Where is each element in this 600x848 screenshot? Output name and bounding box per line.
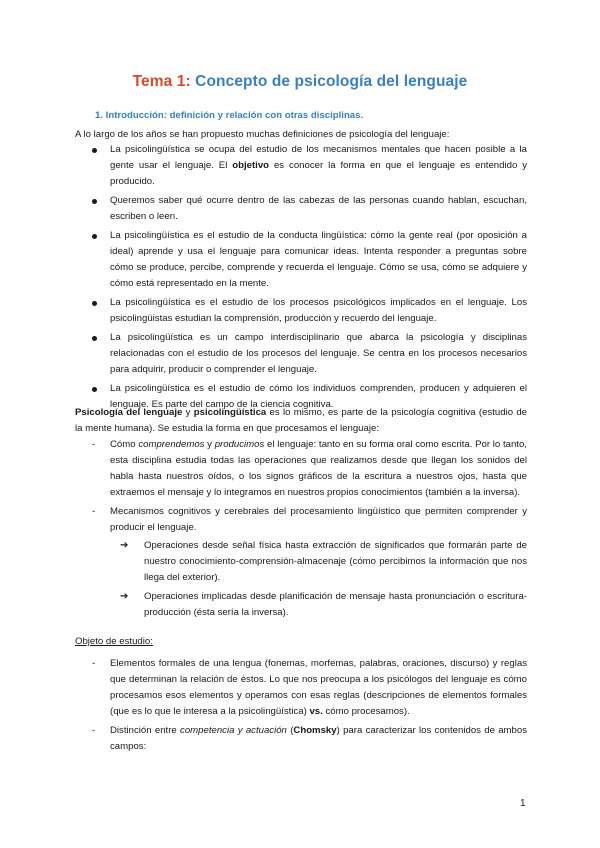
heading-colon: : (150, 636, 153, 647)
processing-list (92, 437, 527, 624)
list-item (92, 295, 527, 327)
list-item (92, 656, 527, 720)
page-title (0, 73, 600, 91)
arrow-item (110, 589, 527, 621)
bullet-icon (92, 234, 97, 239)
bold-term: Psicología del lenguaje (75, 407, 183, 418)
italic-term: comprendemos (138, 439, 205, 450)
bullet-icon (92, 148, 97, 153)
text-run: el lenguaje: tanto en su forma oral como escrita. Por lo tanto, esta disciplina estudia todas las operaciones que realizamos desde que llegan los sonidos del habla hasta nuestros oídos, o los signos gráficos de la escritura a nuestros ojos, hasta que extraemos el mensaje y lo integramos en nuestros propios conocimientos (también a la inversa). (110, 439, 527, 498)
objeto-heading (75, 636, 153, 647)
text-run: Cómo (110, 439, 139, 450)
text-run: y (182, 407, 194, 418)
italic-term: competencia y actuación (180, 725, 287, 736)
objeto-list (92, 656, 527, 758)
list-item-text: La psicolingüística se ocupa del estudio de los mecanismos mentales que hacen posible a la gente usar el lenguaje. El (110, 144, 527, 171)
list-item-text: La psicolingüística es un campo interdisciplinario que abarca la psicología y disciplinas relacionadas con el estudio de los procesos del lenguaje. Se centra en los procesos necesarios para adquirir, producir o comprender el lenguaje. (110, 332, 527, 375)
text-run: cómo procesamos). (322, 706, 410, 717)
paragraph-psicologia (75, 405, 527, 437)
bold-term: vs. (309, 706, 323, 717)
list-item (92, 330, 527, 378)
section-heading: 1. Introducción: definición y relación con otras disciplinas. (95, 110, 364, 121)
bullet-icon (92, 199, 97, 204)
list-item-bold: objetivo (232, 160, 270, 171)
italic-term: producimos (214, 439, 265, 450)
list-item-text: La psicolingüística es el estudio de cómo los individuos comprenden, producen y adquieren el lenguaje. Es parte del campo de la ciencia cognitiva. (110, 383, 527, 410)
text-run: ) para caracterizar los contenidos de ambos campos: (110, 725, 527, 752)
text-run: ( (286, 725, 294, 736)
list-item (92, 228, 527, 292)
text-run: Mecanismos cognitivos y cerebrales del procesamiento lingüístico que permiten comprender y producir el lenguaje. (110, 506, 527, 533)
text-run: Distinción entre (110, 725, 181, 736)
dash-icon: - (92, 725, 96, 736)
text-run: Operaciones desde señal física hasta extracción de significados que formarán parte de nuestro conocimiento-comprensión-almacenaje (cómo percibimos la información que nos llega del exterior). (144, 540, 527, 583)
bold-term: Chomsky (293, 725, 337, 736)
text-run: es lo mismo, es parte de la psicología cognitiva (estudio de la mente humana). Se estudia la forma en que procesamos el lenguaje: (75, 407, 527, 434)
dash-icon: - (92, 439, 96, 450)
arrow-item (110, 538, 527, 586)
list-item-text: La psicolingüística es el estudio de los procesos psicológicos implicados en el lenguaje. Los psicolingüistas estudian la comprensión, producción y recuerdo del lenguaje. (110, 297, 527, 324)
list-item-text: La psicolingüística es el estudio de la conducta lingüística: cómo la gente real (por oposición a ideal) aprende y usa el lenguaje para comunicar ideas. Intenta responder a preguntas sobre cómo se produce, percibe, comprende y recuerda el lenguaje. Cómo se usa, cómo se adquiere y cómo está representado en la mente. (110, 230, 527, 289)
page-number: 1 (520, 798, 526, 809)
list-item (92, 142, 527, 190)
heading-text: Objeto de estudio (75, 636, 151, 647)
list-item-text: Queremos saber qué ocurre dentro de las cabezas de las personas cuando hablan, escuchan, escriben o leen. (110, 195, 527, 222)
text-run: Operaciones implicadas desde planificación de mensaje hasta pronunciación o escritura-producción (ésta sería la inversa). (144, 591, 527, 618)
bullet-icon (92, 336, 97, 341)
title-number: Tema 1: (132, 73, 191, 90)
list-item (92, 437, 527, 501)
bullet-icon (92, 387, 97, 392)
text-run: y (204, 439, 215, 450)
dash-icon: - (92, 658, 96, 669)
list-item (92, 504, 527, 621)
list-item-text: es conocer la forma en que el lenguaje es entendido y producido. (110, 160, 528, 187)
bold-term: psicolingüística (193, 407, 267, 418)
arrow-list (110, 538, 527, 621)
list-item (92, 723, 527, 755)
text-run: Elementos formales de una lengua (fonemas, morfemas, palabras, oraciones, discurso) y reglas que determinan la relación de éstos. Lo que nos preocupa a los psicólogos del lenguaje es cómo procesamos esos elementos y operamos con esas reglas (descripciones de elementos formales (que es lo que le interesa a la psicolingüística) (110, 658, 527, 717)
definitions-list (92, 142, 527, 416)
arrow-right-icon: ➔ (120, 591, 129, 602)
arrow-right-icon: ➔ (120, 540, 129, 551)
dash-icon: - (92, 506, 96, 517)
title-text: Concepto de psicología del lenguaje (195, 73, 468, 90)
bullet-icon (92, 301, 97, 306)
intro-paragraph: A lo largo de los años se han propuesto muchas definiciones de psicología del lenguaje: (75, 129, 450, 140)
list-item (92, 193, 527, 225)
